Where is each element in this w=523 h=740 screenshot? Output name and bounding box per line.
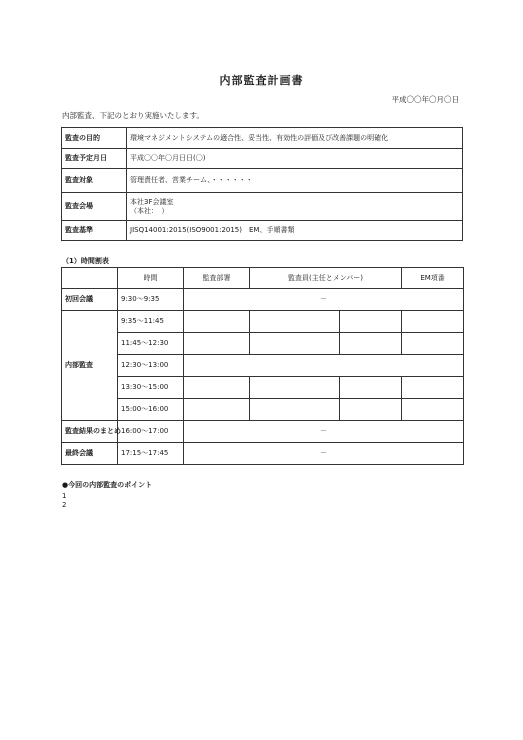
plan-value: 環境マネジメントシステムの適合性、妥当性、有効性の評価及び改善課題の明確化 (127, 128, 463, 149)
phase-label: 初回会議 (62, 289, 118, 311)
time-cell: 11:45～12:30 (118, 333, 184, 355)
schedule-title: （1）時間割表 (62, 257, 109, 265)
row-summary (62, 421, 464, 443)
plan-label: 監査会場 (62, 193, 127, 221)
row-internal-5 (62, 399, 464, 421)
plan-row-venue (62, 193, 463, 221)
plan-row-purpose (62, 128, 463, 149)
plan-value: JISQ14001:2015(ISO9001:2015) EM、手順書類 (127, 221, 463, 241)
plan-value (127, 193, 463, 221)
dash-cell: － (184, 443, 464, 465)
row-internal-3 (62, 355, 464, 377)
venue-note: （本社： ） (130, 206, 169, 215)
points-title: ●今回の内部監査のポイント (62, 481, 153, 489)
plan-value: 管理責任者、営業チーム、・・・・・・ (127, 169, 463, 193)
dash-cell: － (184, 421, 464, 443)
time-cell: 17:15～17:45 (118, 443, 184, 465)
plan-row-date (62, 149, 463, 169)
header-em: EM項番 (402, 268, 464, 289)
phase-label: 最終会議 (62, 443, 118, 465)
time-cell: 9:35～11:45 (118, 311, 184, 333)
phase-label: 監査結果のまとめ (62, 421, 118, 443)
document-date: 平成〇〇年〇月〇日 (391, 95, 459, 104)
schedule-table (61, 267, 464, 465)
time-cell: 12:30～13:00 (118, 355, 184, 377)
row-internal-1 (62, 311, 464, 333)
intro-text: 内部監査、下記のとおり実施いたします。 (62, 111, 204, 120)
plan-label: 監査基準 (62, 221, 127, 241)
plan-value: 平成〇〇年〇月日日(〇) (127, 149, 463, 169)
phase-label: 内部監査 (62, 311, 118, 421)
header-auditor: 監査員(主任とメンバー) (250, 268, 402, 289)
row-internal-4 (62, 377, 464, 399)
schedule-header-row (62, 268, 464, 289)
header-time: 時間 (118, 268, 184, 289)
plan-row-target (62, 169, 463, 193)
point-item: 1 (62, 492, 67, 500)
header-dept: 監査部署 (184, 268, 250, 289)
row-closing (62, 443, 464, 465)
time-cell: 16:00～17:00 (118, 421, 184, 443)
row-opening (62, 289, 464, 311)
time-cell: 13:30～15:00 (118, 377, 184, 399)
plan-label: 監査予定月日 (62, 149, 127, 169)
plan-row-criteria (62, 221, 463, 241)
venue-name: 本社3F会議室 (130, 197, 174, 206)
row-internal-2 (62, 333, 464, 355)
time-cell: 9:30～9:35 (118, 289, 184, 311)
dash-cell: － (184, 289, 464, 311)
plan-label: 監査の目的 (62, 128, 127, 149)
point-item: 2 (62, 501, 67, 509)
page-title: 内部監査計画書 (219, 74, 304, 87)
plan-label: 監査対象 (62, 169, 127, 193)
time-cell: 15:00～16:00 (118, 399, 184, 421)
audit-plan-table (61, 127, 463, 241)
